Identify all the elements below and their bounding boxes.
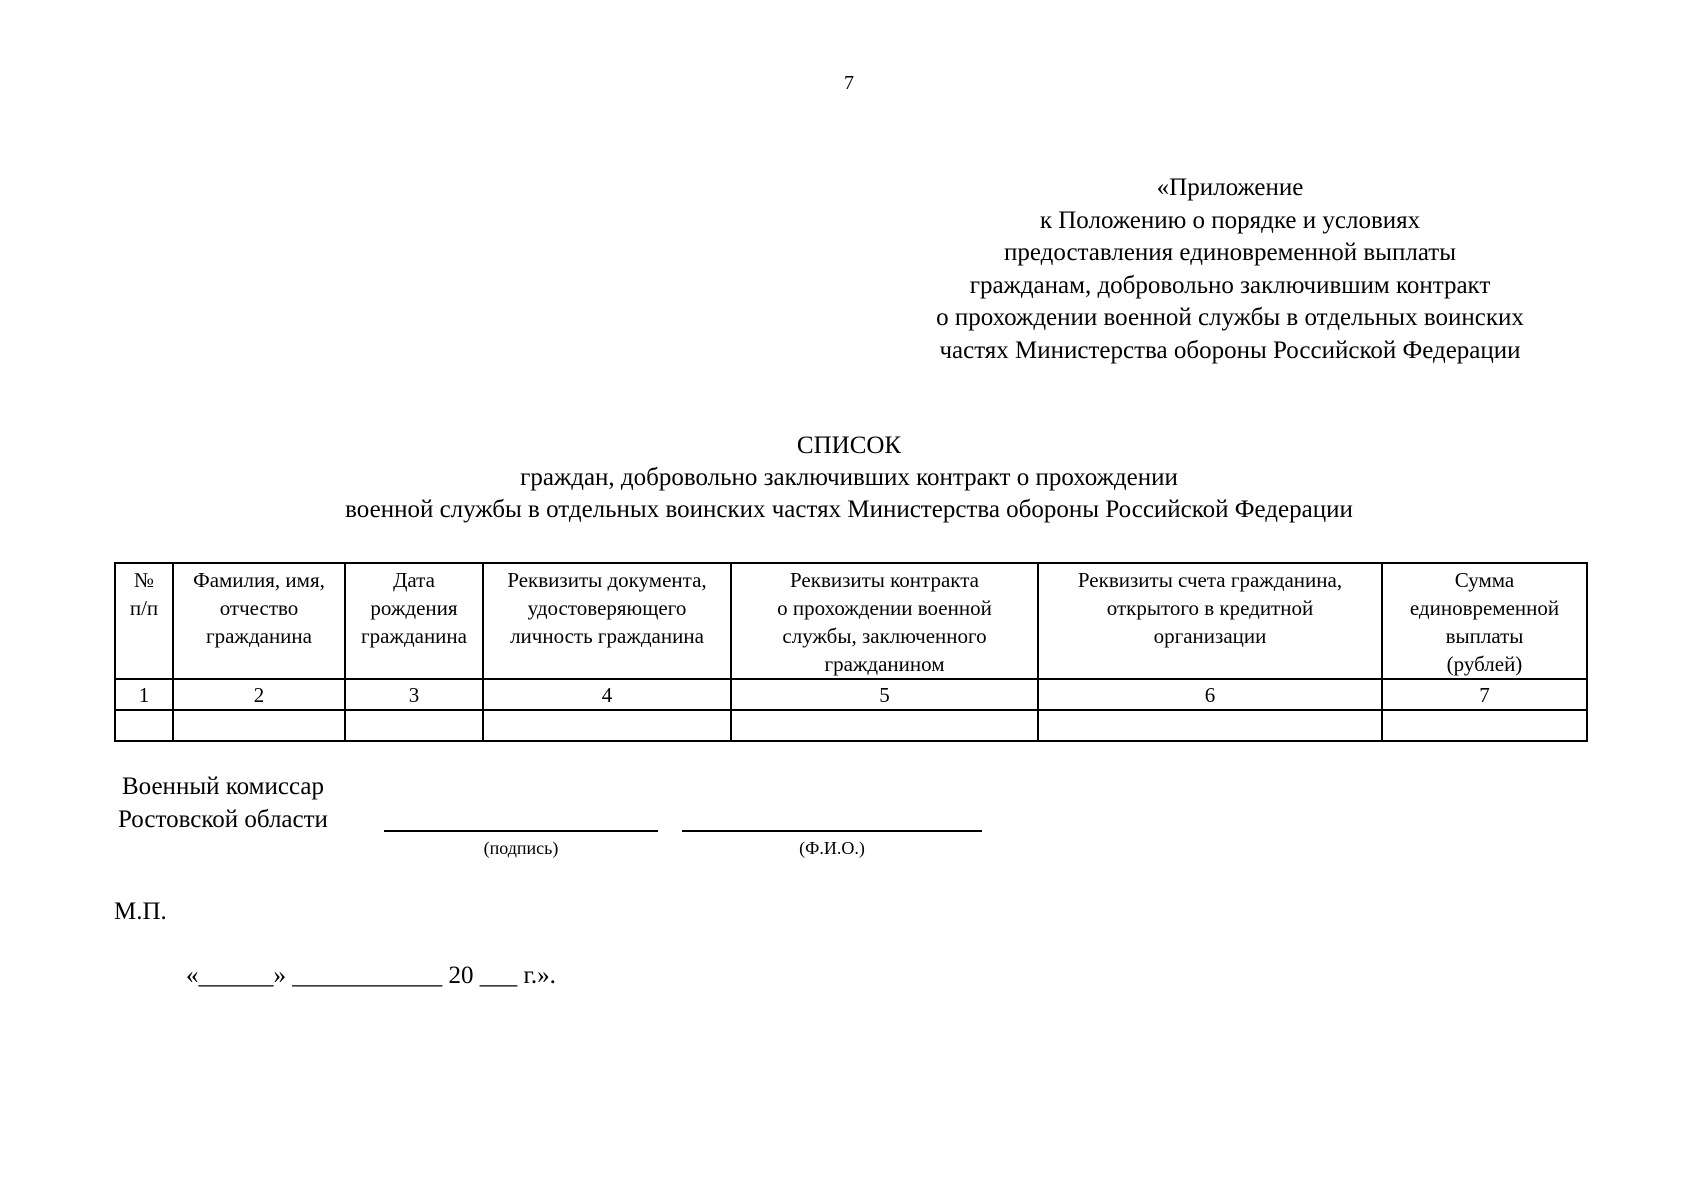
date-line: «______» ____________ 20 ___ г.». bbox=[186, 962, 556, 989]
appendix-line: гражданам, добровольно заключившим контракт bbox=[969, 271, 1491, 299]
appendix-line: предоставления единовременной выплаты bbox=[1003, 239, 1457, 266]
header-cell-contract: Реквизиты контракта о прохождении военной службы, заключенного гражданином bbox=[731, 563, 1038, 679]
header-cell-amount: Сумма единовременной выплаты (рублей) bbox=[1382, 563, 1587, 679]
header-cell-bank-account: Реквизиты счета гражданина, открытого в кредитной организации bbox=[1038, 563, 1382, 679]
appendix-line: частях Министерства обороны Российской Федерации bbox=[939, 336, 1521, 364]
table-cell bbox=[115, 710, 173, 741]
table-header-row bbox=[115, 563, 1587, 679]
title-line: граждан, добровольно заключивших контракт о прохождении bbox=[520, 464, 1178, 491]
header-cell-number: № п/п bbox=[115, 563, 173, 679]
table-cell bbox=[1038, 710, 1382, 741]
table-cell bbox=[731, 710, 1038, 741]
document-title bbox=[0, 430, 1698, 526]
page-number: 7 bbox=[844, 72, 854, 94]
table-cell bbox=[1382, 710, 1587, 741]
appendix-line: «Приложение bbox=[1156, 174, 1304, 201]
title-heading: СПИСОК bbox=[796, 432, 902, 459]
header-cell-birth-date: Дата рождения гражданина bbox=[345, 563, 483, 679]
appendix-line: о прохождении военной службы в отдельных воинских bbox=[936, 304, 1524, 331]
column-number-row bbox=[115, 679, 1587, 710]
header-cell-full-name: Фамилия, имя, отчество гражданина bbox=[173, 563, 345, 679]
signer-position-line: Ростовской области bbox=[118, 806, 328, 833]
table-cell bbox=[345, 710, 483, 741]
column-number-cell: 3 bbox=[345, 679, 483, 710]
name-line bbox=[682, 830, 982, 832]
column-number-cell: 2 bbox=[173, 679, 345, 710]
table-row bbox=[115, 710, 1587, 741]
table-cell bbox=[483, 710, 731, 741]
appendix-line: к Положению о порядке и условиях bbox=[1039, 206, 1421, 234]
signature-line bbox=[384, 830, 658, 832]
stamp-place: М.П. bbox=[114, 898, 167, 925]
title-line: военной службы в отдельных воинских частях Министерства обороны Российской Федерации bbox=[345, 496, 1353, 523]
column-number-cell: 7 bbox=[1382, 679, 1587, 710]
column-number-cell: 6 bbox=[1038, 679, 1382, 710]
signature-caption: (подпись) bbox=[483, 838, 559, 858]
column-number-cell: 4 bbox=[483, 679, 731, 710]
table-cell bbox=[173, 710, 345, 741]
column-number-cell: 5 bbox=[731, 679, 1038, 710]
name-caption: (Ф.И.О.) bbox=[799, 838, 865, 858]
header-cell-id-document: Реквизиты документа, удостоверяющего личность гражданина bbox=[483, 563, 731, 679]
citizens-table bbox=[114, 562, 1588, 742]
signer-position-line: Военный комиссар bbox=[121, 773, 324, 800]
signer-position bbox=[118, 770, 328, 836]
appendix-header bbox=[880, 172, 1580, 367]
column-number-cell: 1 bbox=[115, 679, 173, 710]
